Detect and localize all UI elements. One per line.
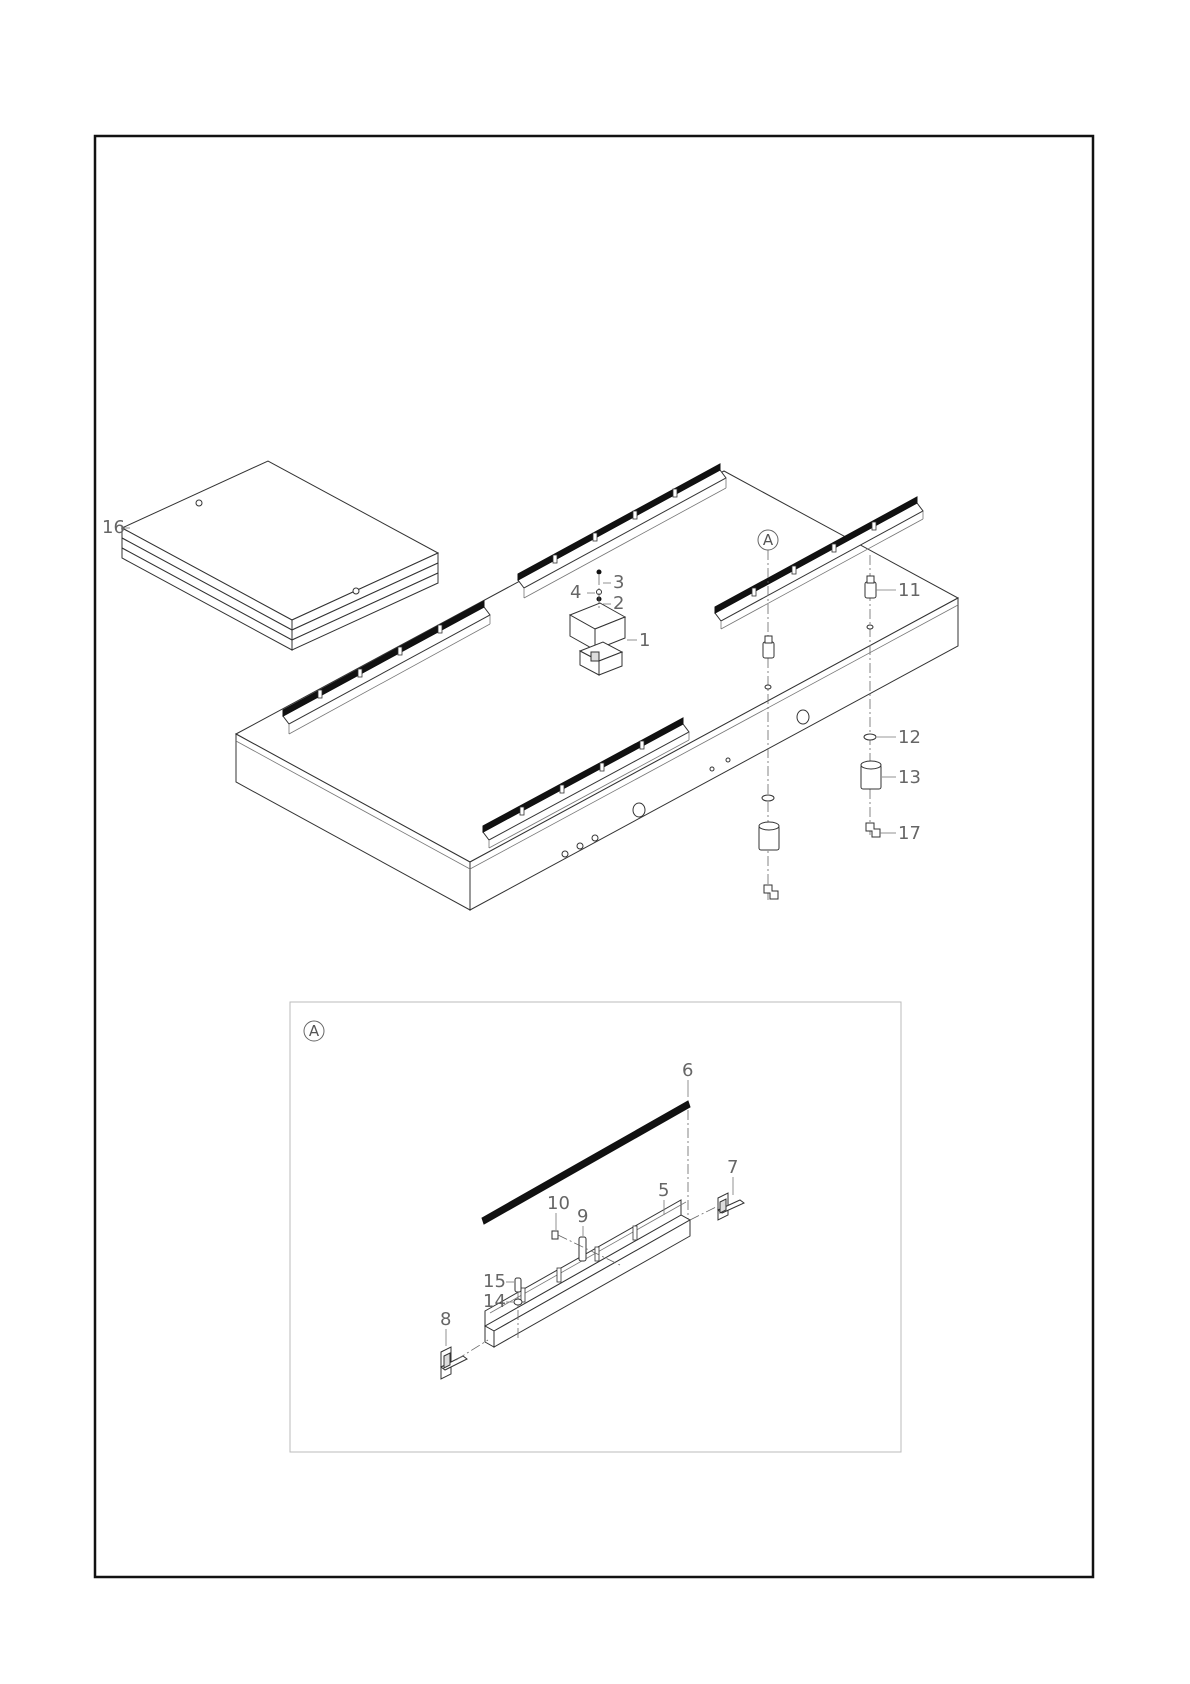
detail-clamp-9	[579, 1237, 586, 1261]
callout-3: 3	[613, 572, 625, 593]
callout-13: 13	[898, 767, 921, 788]
drawing-border	[95, 136, 1093, 1577]
detail-marker-a-inset-label: A	[308, 1022, 320, 1040]
callout-8: 8	[440, 1309, 452, 1330]
callout-6: 6	[682, 1060, 694, 1081]
callout-5: 5	[658, 1180, 670, 1201]
callout-14: 14	[483, 1291, 506, 1312]
detail-marker-a-label: A	[762, 531, 774, 549]
callout-15: 15	[483, 1271, 506, 1292]
callout-9: 9	[577, 1206, 589, 1227]
callout-16: 16	[102, 517, 125, 538]
detail-callouts	[440, 1060, 738, 1346]
callout-1: 1	[639, 630, 651, 651]
callout-11: 11	[898, 580, 921, 601]
callout-7: 7	[727, 1157, 739, 1178]
plate-stack	[122, 461, 438, 650]
callout-17: 17	[898, 823, 921, 844]
detail-marker-a	[758, 530, 778, 550]
detail-marker-a-inset	[304, 1021, 324, 1041]
callout-10: 10	[547, 1193, 570, 1214]
detail-endcap-8	[441, 1347, 467, 1379]
callout-2: 2	[613, 593, 625, 614]
detail-a-frame	[290, 1002, 901, 1452]
detail-washer-14	[514, 1299, 522, 1305]
callout-4: 4	[570, 582, 582, 603]
detail-endcap-7	[718, 1193, 744, 1220]
callout-12: 12	[898, 727, 921, 748]
